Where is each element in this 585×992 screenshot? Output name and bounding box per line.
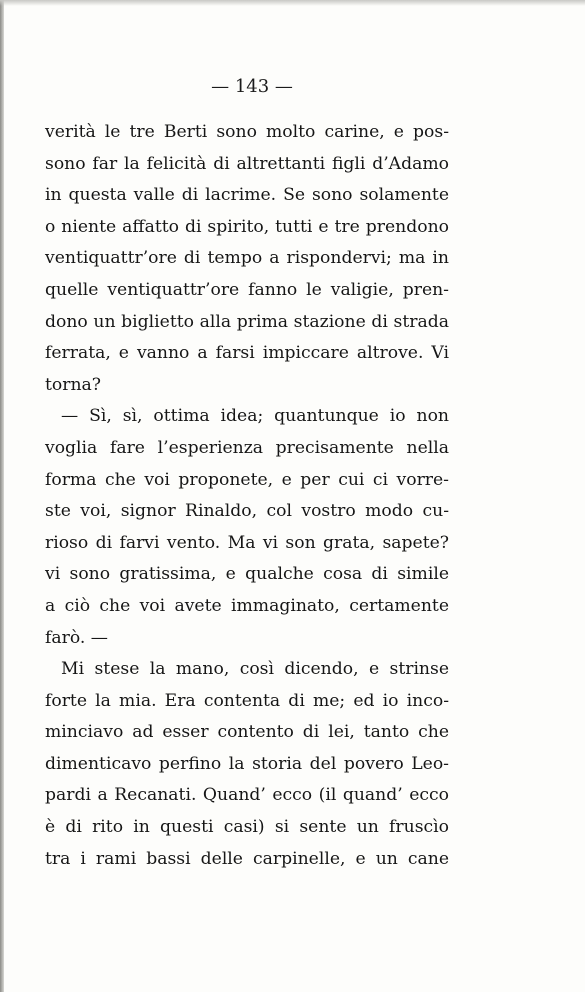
text-line: dono un biglietto alla prima stazione di strada — [45, 311, 449, 332]
text-line: quelle ventiquattr’ore fanno le valigie, pren- — [45, 279, 449, 300]
text-line: ventiquattr’ore di tempo a rispondervi; ma in — [45, 248, 449, 269]
text-line: ferrata, e vanno a farsi impiccare altrove. Vi — [45, 343, 449, 364]
text-line: voglia fare l’esperienza precisamente nella — [45, 437, 449, 458]
page-top-shadow — [0, 0, 585, 6]
text-line: vi sono gratissima, e qualche cosa di simile — [45, 564, 449, 585]
text-line: rioso di farvi vento. Ma vi son grata, sapete? — [45, 532, 449, 553]
text-line: Mi stese la mano, così dicendo, e strinse — [61, 659, 449, 680]
text-line: tra i rami bassi delle carpinelle, e un cane — [45, 848, 449, 869]
text-line: a ciò che voi avete immaginato, certamente — [45, 595, 449, 616]
text-line: pardi a Recanati. Quand’ ecco (il quand’ ecco — [45, 785, 449, 806]
body-text — [45, 117, 449, 875]
text-line: farò. — — [45, 627, 108, 648]
text-line: ste voi, signor Rinaldo, col vostro modo cu- — [45, 501, 449, 522]
text-line: verità le tre Berti sono molto carine, e pos- — [45, 122, 449, 142]
text-line: — Sì, sì, ottima idea; quantunque io non — [61, 406, 449, 427]
text-line: sono far la felicità di altrettanti figli d’Adamo — [45, 153, 449, 174]
text-line: dimenticavo perfino la storia del povero Leo- — [45, 753, 449, 774]
text-line: minciavo ad esser contento di lei, tanto che — [45, 722, 449, 743]
text-line: è di rito in questi casi) si sente un fruscìo — [45, 817, 449, 838]
text-line: forma che voi proponete, e per cui ci vorre- — [45, 469, 449, 490]
text-line: in questa valle di lacrime. Se sono solamente — [45, 185, 449, 206]
text-line: torna? — [45, 374, 102, 395]
text-line: forte la mia. Era contenta di me; ed io inco- — [45, 690, 449, 711]
page-number: — 143 — — [211, 76, 293, 97]
page-edge-shadow — [0, 0, 4, 992]
text-line: o niente affatto di spirito, tutti e tre prendono — [45, 216, 449, 237]
